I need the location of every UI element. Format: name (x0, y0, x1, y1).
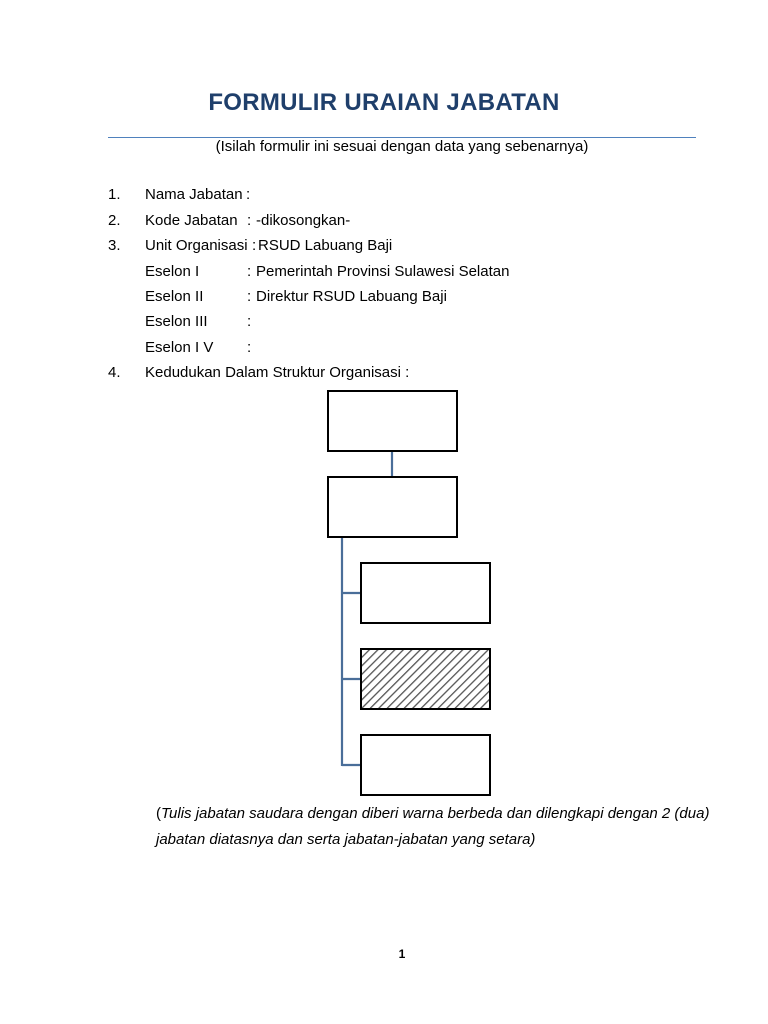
note-open-paren: ( (156, 805, 161, 822)
item-number: 1. (108, 186, 121, 203)
field-value: -dikosongkan- (256, 212, 351, 229)
field-label: Kedudukan Dalam Struktur Organisasi : (145, 364, 410, 381)
form-subtitle: (Isilah formulir ini sesuai dengan data yang sebenarnya) (215, 138, 589, 155)
instruction-note (156, 801, 716, 853)
field-label: Eselon I V (145, 339, 214, 356)
item-number: 3. (108, 237, 121, 254)
org-box-peer-2 (361, 735, 490, 795)
note-text: Tulis jabatan saudara dengan diberi warna berbeda dan dilengkapi dengan 2 (dua) jabatan diatasnya dan serta jabatan-jabatan yang setara) (156, 805, 710, 848)
org-box-peer-1 (361, 563, 490, 623)
field-label: Eselon II (145, 288, 204, 305)
field-colon: : (247, 263, 252, 280)
field-colon: : (246, 186, 251, 203)
field-colon: : (247, 339, 252, 356)
field-colon: : (247, 313, 252, 330)
field-value: Direktur RSUD Labuang Baji (256, 288, 447, 305)
org-box-own-position (361, 649, 490, 709)
org-box-level-2 (328, 477, 457, 537)
form-title: FORMULIR URAIAN JABATAN (208, 89, 560, 116)
field-label: Eselon I (145, 263, 200, 280)
item-number: 4. (108, 364, 121, 381)
org-box-level-1 (328, 391, 457, 451)
field-label: Nama Jabatan (145, 186, 243, 203)
field-label: Eselon III (145, 313, 208, 330)
field-label: Unit Organisasi (145, 237, 248, 254)
item-number: 2. (108, 212, 121, 229)
field-colon: : (252, 237, 257, 254)
field-value: Pemerintah Provinsi Sulawesi Selatan (256, 263, 510, 280)
page-number: 1 (398, 947, 406, 961)
field-colon: : (247, 288, 252, 305)
field-colon: : (247, 212, 252, 229)
field-value: RSUD Labuang Baji (258, 237, 393, 254)
field-label: Kode Jabatan (145, 212, 238, 229)
